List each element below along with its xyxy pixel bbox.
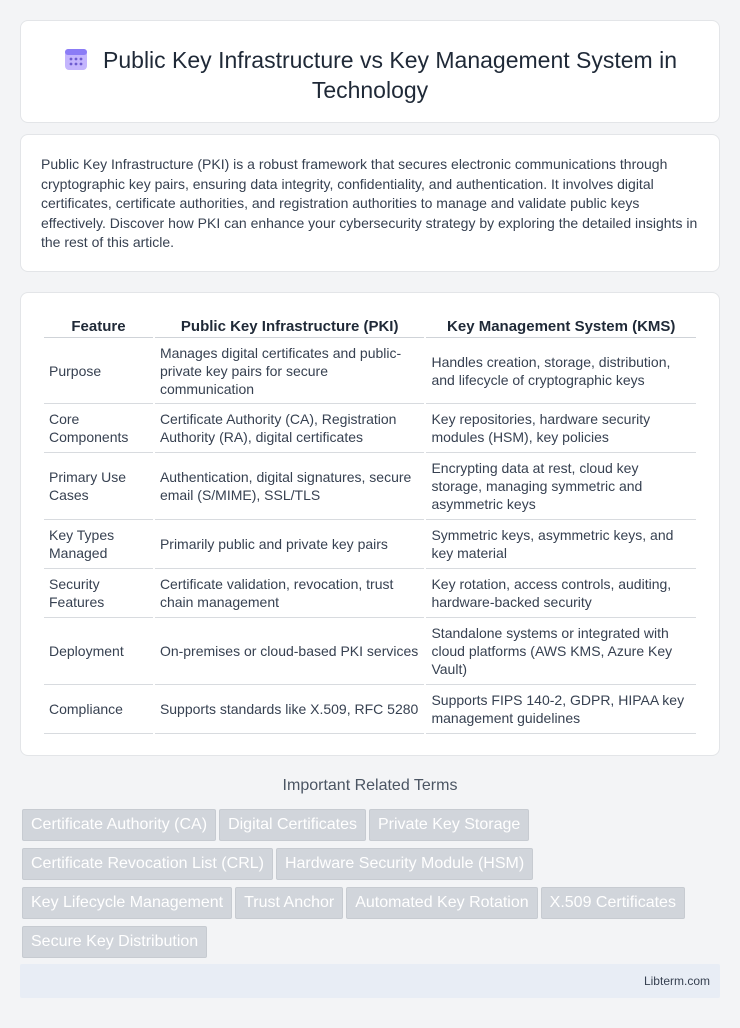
footer-site-link[interactable]: Libterm.com — [643, 974, 710, 988]
kms-cell: Key rotation, access controls, auditing, hardware-backed security — [426, 569, 696, 618]
related-term-tag[interactable]: Private Key Storage — [369, 809, 529, 841]
comparison-card — [20, 292, 720, 756]
related-term-tag[interactable]: Digital Certificates — [219, 809, 366, 841]
page-title: Public Key Infrastructure vs Key Management System in Technology — [103, 47, 677, 103]
header-feature: Feature — [44, 315, 153, 338]
table-row — [44, 685, 696, 734]
calendar-icon — [63, 46, 89, 72]
related-term-tag[interactable]: Certificate Authority (CA) — [22, 809, 216, 841]
pki-cell: Primarily public and private key pairs — [155, 520, 425, 569]
related-term-tag[interactable]: Hardware Security Module (HSM) — [276, 848, 533, 880]
table-row — [44, 453, 696, 520]
kms-cell: Handles creation, storage, distribution, and lifecycle of cryptographic keys — [426, 338, 696, 404]
table-row — [44, 338, 696, 404]
feature-cell: Core Components — [44, 404, 153, 453]
related-term-tag[interactable]: Key Lifecycle Management — [22, 887, 232, 919]
header-kms: Key Management System (KMS) — [426, 315, 696, 338]
pki-cell: Supports standards like X.509, RFC 5280 — [155, 685, 425, 734]
related-terms-title: Important Related Terms — [282, 777, 458, 794]
related-term-tag[interactable]: Trust Anchor — [235, 887, 343, 919]
feature-cell: Compliance — [44, 685, 153, 734]
kms-cell: Key repositories, hardware security modules (HSM), key policies — [426, 404, 696, 453]
related-term-tag[interactable]: Certificate Revocation List (CRL) — [22, 848, 273, 880]
feature-cell: Purpose — [44, 338, 153, 404]
header-card — [20, 20, 720, 123]
pki-cell: Manages digital certificates and public-private key pairs for secure communication — [155, 338, 425, 404]
related-term-tag[interactable]: Secure Key Distribution — [22, 926, 207, 958]
intro-paragraph: Public Key Infrastructure (PKI) is a robust framework that secures electronic communications through cryptographic key pairs, ensuring data integrity, confidentiality, and authentication. It involves digital certificates, certificate authorities, and registration authorities to manage and validate public keys effectively. Discover how PKI can enhance your cybersecurity strategy by exploring the detailed insights in the rest of this article. — [41, 156, 698, 250]
feature-cell: Security Features — [44, 569, 153, 618]
comparison-table — [42, 315, 698, 734]
related-term-tag[interactable]: Automated Key Rotation — [346, 887, 537, 919]
page-title-row — [21, 45, 719, 105]
pki-cell: Certificate validation, revocation, trust chain management — [155, 569, 425, 618]
kms-cell: Standalone systems or integrated with cloud platforms (AWS KMS, Azure Key Vault) — [426, 618, 696, 685]
table-header-row — [44, 315, 696, 338]
header-pki: Public Key Infrastructure (PKI) — [155, 315, 425, 338]
feature-cell: Key Types Managed — [44, 520, 153, 569]
feature-cell: Deployment — [44, 618, 153, 685]
footer-bar — [20, 964, 720, 998]
related-terms-list — [22, 809, 712, 965]
kms-cell: Supports FIPS 140-2, GDPR, HIPAA key management guidelines — [426, 685, 696, 734]
table-row — [44, 404, 696, 453]
table-row — [44, 569, 696, 618]
feature-cell: Primary Use Cases — [44, 453, 153, 520]
pki-cell: On-premises or cloud-based PKI services — [155, 618, 425, 685]
pki-cell: Authentication, digital signatures, secure email (S/MIME), SSL/TLS — [155, 453, 425, 520]
table-row — [44, 618, 696, 685]
table-row — [44, 520, 696, 569]
kms-cell: Symmetric keys, asymmetric keys, and key material — [426, 520, 696, 569]
related-term-tag[interactable]: X.509 Certificates — [541, 887, 685, 919]
intro-card — [20, 134, 720, 272]
kms-cell: Encrypting data at rest, cloud key storage, managing symmetric and asymmetric keys — [426, 453, 696, 520]
pki-cell: Certificate Authority (CA), Registration Authority (RA), digital certificates — [155, 404, 425, 453]
